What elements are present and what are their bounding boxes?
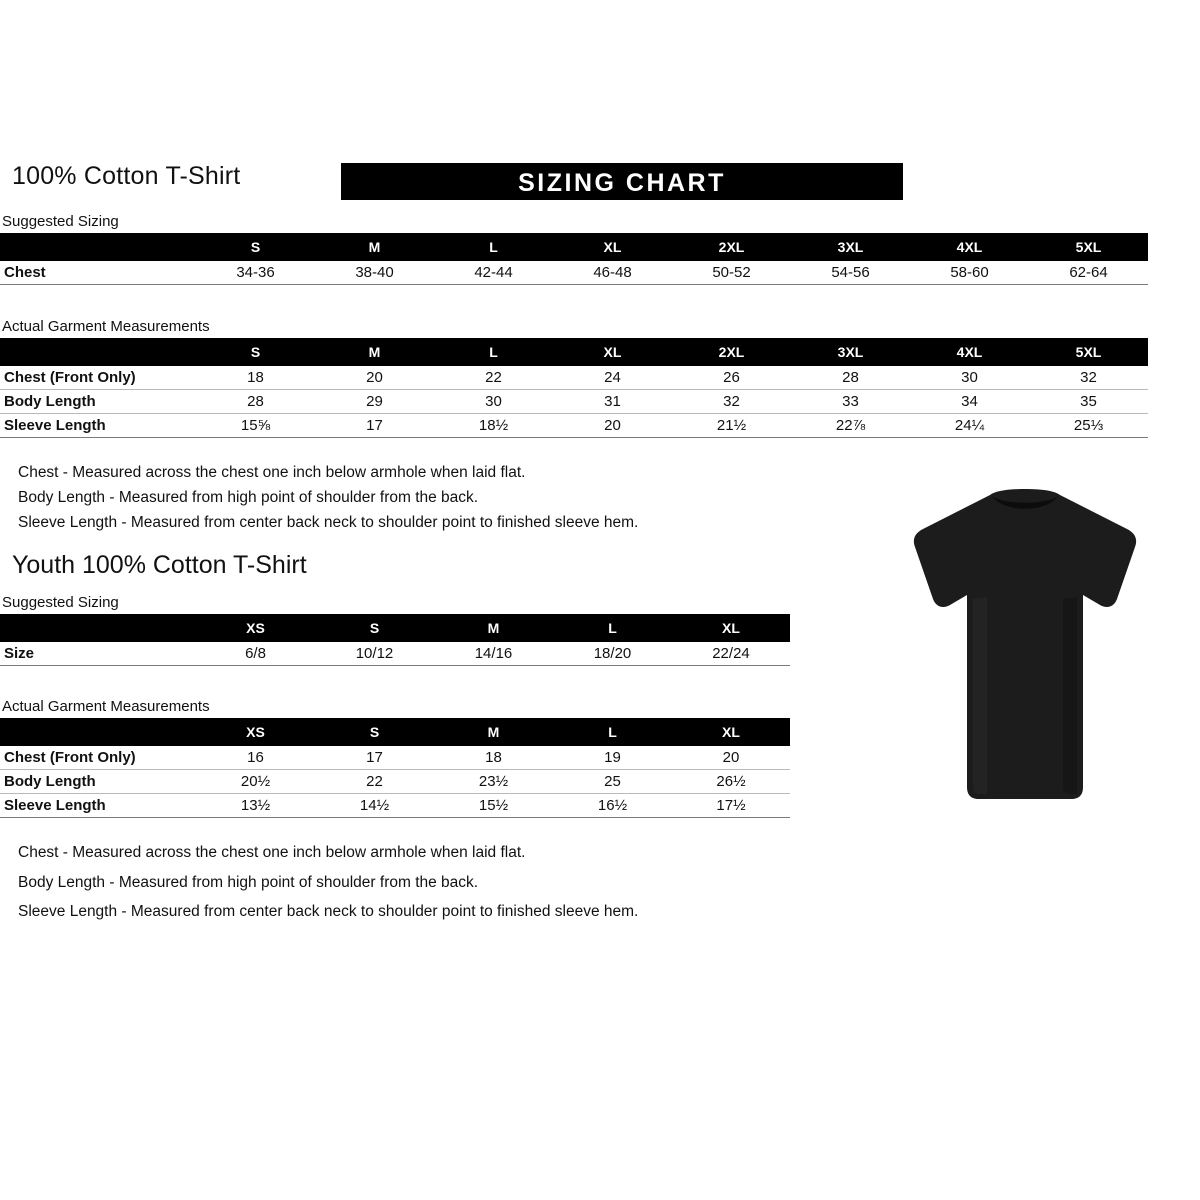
cell-size-l: 18/20 bbox=[553, 642, 672, 666]
cell-body-l: 25 bbox=[553, 770, 672, 794]
table-header-row bbox=[0, 338, 1148, 366]
sizing-chart-banner bbox=[341, 163, 903, 200]
cell-chest-s: 34-36 bbox=[196, 261, 315, 285]
col-head-m: M bbox=[315, 233, 434, 261]
row-label-chest: Chest bbox=[0, 261, 196, 285]
youth-note-body-length: Body Length - Measured from high point of shoulder from the back. bbox=[18, 874, 479, 891]
cell-sleeve-s: 14½ bbox=[315, 794, 434, 818]
youth-section-title: Youth 100% Cotton T-Shirt bbox=[12, 551, 307, 579]
adult-measurements-table bbox=[0, 338, 1148, 438]
cell-chest-m: 38-40 bbox=[315, 261, 434, 285]
row-label-sleeve-length: Sleeve Length bbox=[0, 794, 196, 818]
cell-sleeve-xl: 17½ bbox=[672, 794, 790, 818]
cell-body-xs: 20½ bbox=[196, 770, 315, 794]
col-head-3xl: 3XL bbox=[791, 338, 910, 366]
col-head-label bbox=[0, 614, 196, 642]
cell-body-4xl: 34 bbox=[910, 390, 1029, 414]
table-row bbox=[0, 390, 1148, 414]
cell-sleeve-xs: 13½ bbox=[196, 794, 315, 818]
cell-size-xl: 22/24 bbox=[672, 642, 790, 666]
tshirt-illustration bbox=[895, 487, 1155, 807]
col-head-l: L bbox=[434, 233, 553, 261]
cell-chest-xl: 24 bbox=[553, 366, 672, 390]
col-head-l: L bbox=[434, 338, 553, 366]
table-row bbox=[0, 642, 790, 666]
table-header-row bbox=[0, 233, 1148, 261]
cell-body-3xl: 33 bbox=[791, 390, 910, 414]
col-head-xl: XL bbox=[672, 614, 790, 642]
col-head-2xl: 2XL bbox=[672, 233, 791, 261]
row-label-body-length: Body Length bbox=[0, 390, 196, 414]
cell-sleeve-m: 17 bbox=[315, 414, 434, 438]
cell-chest-l: 19 bbox=[553, 746, 672, 770]
col-head-xl: XL bbox=[553, 233, 672, 261]
cell-chest-s: 18 bbox=[196, 366, 315, 390]
youth-suggested-caption: Suggested Sizing bbox=[2, 594, 119, 611]
col-head-xl: XL bbox=[553, 338, 672, 366]
col-head-5xl: 5XL bbox=[1029, 233, 1148, 261]
cell-body-2xl: 32 bbox=[672, 390, 791, 414]
table-header-row bbox=[0, 718, 790, 746]
tshirt-icon bbox=[895, 487, 1155, 807]
cell-chest-xl: 46-48 bbox=[553, 261, 672, 285]
cell-body-m: 29 bbox=[315, 390, 434, 414]
row-label-sleeve-length: Sleeve Length bbox=[0, 414, 196, 438]
youth-measurements-table bbox=[0, 718, 790, 818]
cell-size-xs: 6/8 bbox=[196, 642, 315, 666]
cell-chest-s: 17 bbox=[315, 746, 434, 770]
table-row bbox=[0, 770, 790, 794]
youth-note-sleeve-length: Sleeve Length - Measured from center back neck to shoulder point to finished sleeve hem. bbox=[18, 903, 639, 920]
col-head-3xl: 3XL bbox=[791, 233, 910, 261]
youth-note-chest: Chest - Measured across the chest one inch below armhole when laid flat. bbox=[18, 844, 526, 861]
cell-body-s: 28 bbox=[196, 390, 315, 414]
col-head-m: M bbox=[434, 614, 553, 642]
table-row bbox=[0, 794, 790, 818]
cell-body-s: 22 bbox=[315, 770, 434, 794]
col-head-m: M bbox=[315, 338, 434, 366]
cell-chest-l: 22 bbox=[434, 366, 553, 390]
col-head-2xl: 2XL bbox=[672, 338, 791, 366]
cell-sleeve-2xl: 21½ bbox=[672, 414, 791, 438]
cell-body-xl: 31 bbox=[553, 390, 672, 414]
cell-sleeve-5xl: 25⅓ bbox=[1029, 414, 1148, 438]
table-row bbox=[0, 746, 790, 770]
cell-chest-3xl: 28 bbox=[791, 366, 910, 390]
cell-chest-5xl: 32 bbox=[1029, 366, 1148, 390]
adult-note-body-length: Body Length - Measured from high point of shoulder from the back. bbox=[18, 489, 479, 506]
cell-chest-5xl: 62-64 bbox=[1029, 261, 1148, 285]
adult-section-title: 100% Cotton T-Shirt bbox=[12, 162, 241, 190]
adult-note-chest: Chest - Measured across the chest one inch below armhole when laid flat. bbox=[18, 464, 526, 481]
col-head-l: L bbox=[553, 718, 672, 746]
cell-chest-2xl: 26 bbox=[672, 366, 791, 390]
youth-actual-caption: Actual Garment Measurements bbox=[2, 698, 210, 715]
cell-chest-3xl: 54-56 bbox=[791, 261, 910, 285]
cell-size-s: 10/12 bbox=[315, 642, 434, 666]
cell-body-xl: 26½ bbox=[672, 770, 790, 794]
cell-sleeve-l: 16½ bbox=[553, 794, 672, 818]
row-label-body-length: Body Length bbox=[0, 770, 196, 794]
sizing-chart-banner-label: SIZING CHART bbox=[518, 169, 726, 197]
col-head-m: M bbox=[434, 718, 553, 746]
col-head-label bbox=[0, 233, 196, 261]
table-header-row bbox=[0, 614, 790, 642]
col-head-4xl: 4XL bbox=[910, 338, 1029, 366]
col-head-s: S bbox=[196, 338, 315, 366]
cell-chest-l: 42-44 bbox=[434, 261, 553, 285]
table-row bbox=[0, 366, 1148, 390]
col-head-4xl: 4XL bbox=[910, 233, 1029, 261]
col-head-s: S bbox=[315, 718, 434, 746]
cell-chest-4xl: 30 bbox=[910, 366, 1029, 390]
row-label-chest-front-only: Chest (Front Only) bbox=[0, 746, 196, 770]
col-head-xl: XL bbox=[672, 718, 790, 746]
adult-suggested-table bbox=[0, 233, 1148, 285]
col-head-xs: XS bbox=[196, 718, 315, 746]
col-head-xs: XS bbox=[196, 614, 315, 642]
cell-sleeve-m: 15½ bbox=[434, 794, 553, 818]
col-head-s: S bbox=[196, 233, 315, 261]
youth-suggested-table bbox=[0, 614, 790, 666]
adult-suggested-caption: Suggested Sizing bbox=[2, 213, 119, 230]
cell-chest-m: 20 bbox=[315, 366, 434, 390]
table-row bbox=[0, 414, 1148, 438]
adult-note-sleeve-length: Sleeve Length - Measured from center back neck to shoulder point to finished sleeve hem. bbox=[18, 514, 639, 531]
cell-chest-2xl: 50-52 bbox=[672, 261, 791, 285]
cell-sleeve-l: 18½ bbox=[434, 414, 553, 438]
col-head-label bbox=[0, 718, 196, 746]
col-head-5xl: 5XL bbox=[1029, 338, 1148, 366]
cell-sleeve-3xl: 22⅞ bbox=[791, 414, 910, 438]
cell-sleeve-xl: 20 bbox=[553, 414, 672, 438]
cell-size-m: 14/16 bbox=[434, 642, 553, 666]
table-row bbox=[0, 261, 1148, 285]
cell-body-l: 30 bbox=[434, 390, 553, 414]
adult-actual-caption: Actual Garment Measurements bbox=[2, 318, 210, 335]
cell-body-m: 23½ bbox=[434, 770, 553, 794]
cell-chest-4xl: 58-60 bbox=[910, 261, 1029, 285]
row-label-chest-front-only: Chest (Front Only) bbox=[0, 366, 196, 390]
col-head-s: S bbox=[315, 614, 434, 642]
col-head-l: L bbox=[553, 614, 672, 642]
row-label-size: Size bbox=[0, 642, 196, 666]
cell-body-5xl: 35 bbox=[1029, 390, 1148, 414]
col-head-label bbox=[0, 338, 196, 366]
cell-sleeve-s: 15⅝ bbox=[196, 414, 315, 438]
cell-chest-xl: 20 bbox=[672, 746, 790, 770]
cell-chest-xs: 16 bbox=[196, 746, 315, 770]
cell-sleeve-4xl: 24¼ bbox=[910, 414, 1029, 438]
cell-chest-m: 18 bbox=[434, 746, 553, 770]
